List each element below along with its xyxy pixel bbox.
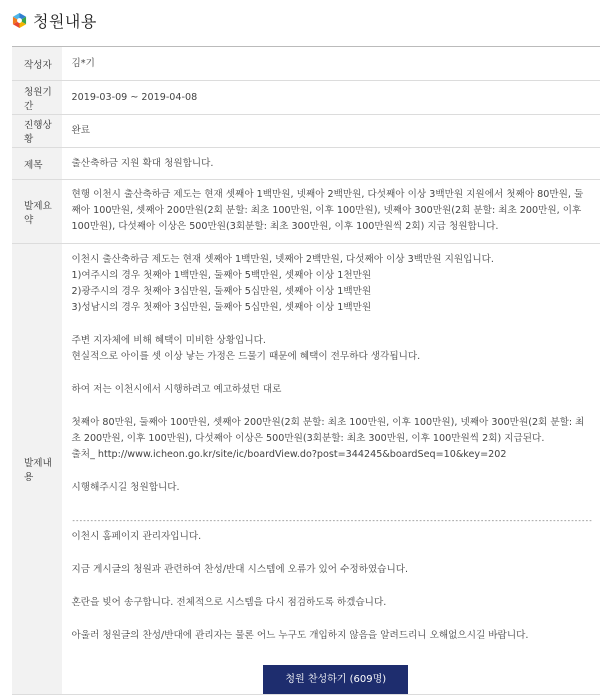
content-label: 발제내용 xyxy=(12,244,62,695)
period-value: 2019-03-09 ~ 2019-04-08 xyxy=(62,81,600,115)
divider-line: ------------------------------------------------------------------------------------------------------------------------------------------------ xyxy=(71,517,592,525)
status-row xyxy=(12,115,600,148)
content-line: 이천시 출산축하금 제도는 현재 셋째아 1백만원, 넷째아 2백만원, 다섯째아 이상 3백만원 지원입니다. xyxy=(71,254,494,265)
content-row xyxy=(12,244,600,695)
status-value: 완료 xyxy=(62,115,600,148)
content-line: 2)광주시의 경우 첫째아 3십만원, 둘째아 5십만원, 셋째아 이상 1백만원 xyxy=(71,286,372,297)
content-line: 주변 지자체에 비해 혜택이 미비한 상황입니다. xyxy=(71,335,266,346)
summary-text: 현행 이천시 출산축하금 제도는 현재 셋째아 1백만원, 넷째아 2백만원, 다섯째아 이상 3백만원 지원에서 첫째아 80만원, 둘째아 100만원, 셋째아 200만원(2회 분할: 최초 100만원, 이후 100만원), 넷째아 300만원(2회 분할: 최초 200만원, 이후 100만원), 다섯째아 이상은 500만원(3회분할: 최초 300만원, 이후 100만원씩 2회) 지급 청원합니다. xyxy=(71,189,584,232)
status-label: 진행상황 xyxy=(12,115,62,148)
subject-value: 출산축하금 지원 확대 청원합니다. xyxy=(62,148,600,180)
content-paragraph: 첫째아 80만원, 둘째아 100만원, 셋째아 200만원(2회 분할: 최초 100만원, 이후 100만원), 넷째아 300만원(2회 분할: 최초 200만원, 이후 100만원), 다섯째아 이상은 500만원(3회분할: 최초 300만원, 이후 100만원씩 2회) 지급된다. xyxy=(71,417,585,444)
content-paragraph: 시행해주시길 청원합니다. xyxy=(71,482,180,493)
subject-row xyxy=(12,148,600,180)
period-row xyxy=(12,81,600,115)
admin-reply-line: 지금 게시글의 청원과 관련하여 찬성/반대 시스템에 오류가 있어 수정하였습니다. xyxy=(71,564,409,575)
admin-reply-line: 혼란을 빚어 송구합니다. 전체적으로 시스템을 다시 점검하도록 하겠습니다. xyxy=(71,597,387,608)
page-title: 청원내용 xyxy=(33,11,97,31)
content-line: 3)성남시의 경우 첫째아 3십만원, 둘째아 5십만원, 셋째아 이상 1백만원 xyxy=(71,302,372,313)
content-paragraph xyxy=(72,333,592,365)
content-body xyxy=(72,244,592,694)
subject-label: 제목 xyxy=(12,148,62,180)
admin-reply-line: 이천시 홈페이지 관리자입니다. xyxy=(71,531,202,542)
petition-info-table xyxy=(12,46,600,695)
period-label: 청원기간 xyxy=(12,81,62,115)
button-wrap xyxy=(72,661,592,694)
author-label: 작성자 xyxy=(12,47,62,81)
content-paragraph: 하여 저는 이천시에서 시행하려고 예고하셨던 대로 xyxy=(71,384,282,395)
source-link[interactable]: 출처_ http://www.icheon.go.kr/site/ic/boardView.do?post=344245&boardSeq=10&key=202 xyxy=(71,449,507,460)
author-row xyxy=(12,47,600,81)
page-header xyxy=(0,0,600,40)
support-petition-button[interactable]: 청원 찬성하기 (609명) xyxy=(263,665,408,694)
content-line: 1)여주시의 경우 첫째아 1백만원, 둘째아 5백만원, 셋째아 이상 1천만원 xyxy=(71,270,372,281)
admin-reply-line: 아울러 청원글의 찬성/반대에 관리자는 물론 어느 누구도 개입하지 않음을 알려드리니 오해없으시길 바랍니다. xyxy=(71,630,529,641)
content-paragraph xyxy=(72,252,592,316)
summary-row xyxy=(12,180,600,244)
hexagon-logo-icon xyxy=(12,13,27,28)
summary-label: 발제요약 xyxy=(12,180,62,244)
author-value: 김*기 xyxy=(62,47,600,81)
content-line: 현실적으로 아이를 셋 이상 낳는 가정은 드물기 때문에 혜택이 전무하다 생각됩니다. xyxy=(71,351,421,362)
